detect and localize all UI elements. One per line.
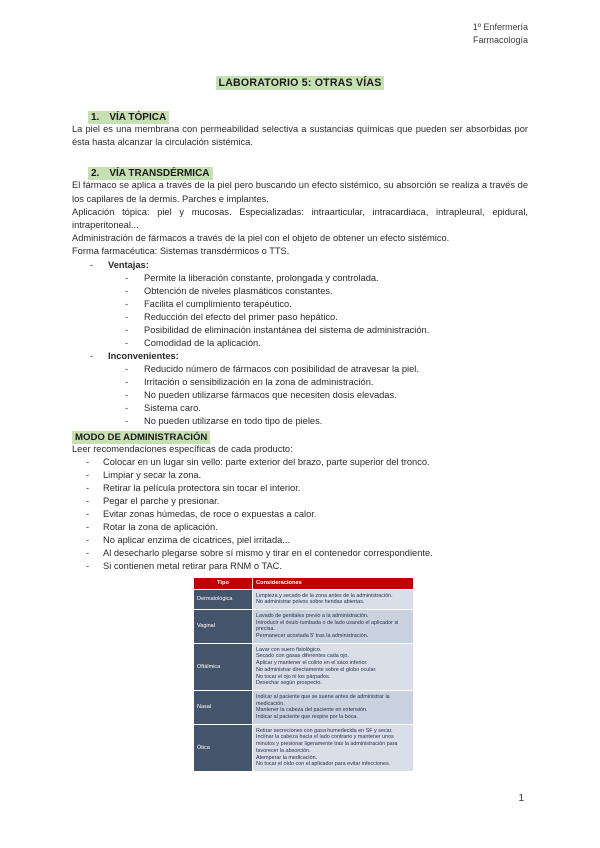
list-item xyxy=(72,389,528,402)
list-item-text: Retirar la película protectora sin tocar el interior. xyxy=(103,482,301,493)
list-item xyxy=(72,456,528,469)
paragraph-aplicacion-topica: Aplicación tópica: piel y mucosas. Especializadas: intraarticular, intracardiaca, intrapleural, epidural, intraperitoneal... xyxy=(72,206,528,231)
row-label: Nasal xyxy=(194,690,253,724)
list-item-text: Sistema caro. xyxy=(144,402,201,413)
list-item-text: Colocar en un lugar sin vello: parte exterior del brazo, parte superior del tronco. xyxy=(103,456,430,467)
bullet-dash: - xyxy=(86,547,90,558)
list-item xyxy=(72,547,528,560)
ventajas-label: Ventajas: xyxy=(108,259,149,270)
list-item xyxy=(72,402,528,415)
table-header-row xyxy=(194,577,414,589)
list-item xyxy=(72,285,528,298)
paragraph-modo-intro: Leer recomendaciones específicas de cada producto: xyxy=(72,443,293,454)
row-considerations xyxy=(253,643,414,690)
list-item xyxy=(72,376,528,389)
bullet-dash: - xyxy=(125,402,129,413)
table-cell-line: No tocar el oído con el aplicador para evitar infecciones. xyxy=(256,761,391,768)
bullet-dash: - xyxy=(125,285,129,296)
list-item-text: Posibilidad de eliminación instantánea del sistema de administración. xyxy=(144,324,430,335)
row-label: Vaginal xyxy=(194,609,253,643)
table-cell-line: Inclinar la cabeza hacia el lado contrario y mantener unos minutos y presionar ligeramente tras la administración para favorecer la absorción. xyxy=(256,734,398,754)
bullet-dash: - xyxy=(86,482,90,493)
table-cell-line: Limpieza y secado de la zona antes de la administración. xyxy=(256,592,393,599)
bullet-dash: - xyxy=(125,415,129,426)
paragraph-forma-farmaceutica: Forma farmacéutica: Sistemas transdérmicos o TTS. xyxy=(72,246,290,257)
bullet-dash: - xyxy=(86,534,90,545)
column-header-consideraciones: Consideraciones xyxy=(253,577,414,589)
table-row-vaginal xyxy=(194,609,414,643)
list-item-text: Al desecharlo plegarse sobre sí mismo y tirar en el contenedor correspondiente. xyxy=(103,547,433,558)
bullet-dash: - xyxy=(86,469,90,480)
list-item xyxy=(72,495,528,508)
section-title: VÍA TRANSDÉRMICA xyxy=(109,168,210,180)
table-cell-line: Retirar secreciones con gasa humedecida en SF y secar. xyxy=(256,727,393,734)
row-label: Oftálmica xyxy=(194,643,253,690)
row-considerations xyxy=(253,724,414,771)
ventajas-list xyxy=(72,272,528,350)
list-item xyxy=(72,482,528,495)
table-row-oftalmica xyxy=(194,643,414,690)
list-item xyxy=(72,469,528,482)
table-cell-line: No administrar polvos sobre heridas abiertas. xyxy=(256,599,365,606)
bullet-dash: - xyxy=(125,324,129,335)
section-number: 1. xyxy=(91,112,100,123)
inconvenientes-label: Inconvenientes: xyxy=(108,350,179,361)
bullet-dash: - xyxy=(86,521,90,532)
bullet-dash: - xyxy=(125,298,129,309)
section-heading-via-transdermica xyxy=(88,168,528,179)
table-cell-line: Indicar al paciente que se suene antes de administrar la medicación. xyxy=(256,693,390,707)
section-title: VÍA TÓPICA xyxy=(109,112,167,123)
list-item xyxy=(72,298,528,311)
list-item-text: Rotar la zona de aplicación. xyxy=(103,521,218,532)
table-cell-line: Introducir el óvulo tumbada o de lado usando el aplicador si precisa. xyxy=(256,619,399,633)
list-item xyxy=(72,508,528,521)
list-item-inconvenientes-label xyxy=(72,350,528,363)
bullet-dash: - xyxy=(86,560,90,571)
bullet-dash: - xyxy=(125,337,129,348)
column-header-tipo: Tipo xyxy=(194,577,253,589)
page-title: LABORATORIO 5: OTRAS VÍAS xyxy=(72,77,528,89)
bullet-dash: - xyxy=(86,495,90,506)
list-item-text: No pueden utilizarse en todo tipo de pieles. xyxy=(144,415,323,426)
list-item-text: Limpiar y secar la zona. xyxy=(103,469,202,480)
table-cell-line: Secado con gasas diferentes cada ojo. xyxy=(256,653,349,660)
list-item-ventajas-label xyxy=(72,259,528,272)
inconvenientes-list xyxy=(72,363,528,428)
course-header xyxy=(72,0,528,46)
table-cell-line: Desechar según prospecto. xyxy=(256,680,322,687)
table-cell-line: Permanecer acostada 5' tras la administración. xyxy=(256,633,369,640)
administration-routes-table xyxy=(193,577,414,772)
table-cell-line: Lavar con suero fisiológico. xyxy=(256,646,322,653)
list-item-text: No aplicar enzima de cicatrices, piel irritada... xyxy=(103,534,291,545)
subject-name: Farmacología xyxy=(472,34,528,45)
list-item-text: Pegar el parche y presionar. xyxy=(103,495,220,506)
bullet-dash: - xyxy=(125,389,129,400)
paragraph-administracion: Administración de fármacos a través de la piel con el objeto de obtener un efecto sistémico. xyxy=(72,233,450,244)
list-item xyxy=(72,534,528,547)
row-considerations xyxy=(253,589,414,609)
list-item-text: Irritación o sensibilización en la zona de administración. xyxy=(144,376,374,387)
list-item-text: Comodidad de la aplicación. xyxy=(144,337,261,348)
list-item xyxy=(72,272,528,285)
table-cell-line: Indicar al paciente que respire por la boca. xyxy=(256,714,358,721)
table-cell-line: Mantener la cabeza del paciente en extensión. xyxy=(256,707,368,714)
list-item-text: Si contienen metal retirar para RNM o TAC. xyxy=(103,560,282,571)
list-item xyxy=(72,337,528,350)
bullet-dash: - xyxy=(125,363,129,374)
table-cell-line: No administrar directamente sobre el globo ocular. xyxy=(256,666,377,673)
list-item-text: Reducido número de fármacos con posibilidad de atravesar la piel. xyxy=(144,363,419,374)
bullet-dash: - xyxy=(125,272,129,283)
row-label: Dermatológica xyxy=(194,589,253,609)
bullet-dash: - xyxy=(125,311,129,322)
bullet-dash: - xyxy=(125,376,129,387)
table-row-dermatologica xyxy=(194,589,414,609)
table-row-otica xyxy=(194,724,414,771)
bullet-dash: - xyxy=(90,259,94,270)
page-number: 1 xyxy=(518,793,524,804)
modo-list xyxy=(72,456,528,573)
bullet-dash: - xyxy=(86,456,90,467)
list-item-text: Obtención de niveles plasmáticos constantes. xyxy=(144,285,333,296)
table-row-nasal xyxy=(194,690,414,724)
table-cell-line: No tocar el ojo ni los párpados. xyxy=(256,673,331,680)
row-label: Ótica xyxy=(194,724,253,771)
list-item-text: Reducción del efecto del primer paso hepático. xyxy=(144,311,338,322)
list-item xyxy=(72,363,528,376)
bullet-dash: - xyxy=(90,350,94,361)
heading-modo-administracion: MODO DE ADMINISTRACIÓN xyxy=(72,432,528,443)
table-cell-line: Lavado de genitales previo a la administración. xyxy=(256,612,369,619)
list-item-text: Facilita el cumplimiento terapéutico. xyxy=(144,298,292,309)
list-item xyxy=(72,415,528,428)
row-considerations xyxy=(253,690,414,724)
course-name: 1º Enfermería xyxy=(472,22,528,32)
section-heading-via-topica xyxy=(88,112,528,123)
list-item-text: Permite la liberación constante, prolongada y controlada. xyxy=(144,272,379,283)
table-cell-line: Atemperar la medicación. xyxy=(256,754,318,761)
section-number: 2. xyxy=(91,168,100,180)
list-item xyxy=(72,324,528,337)
row-considerations xyxy=(253,609,414,643)
list-item-text: Evitar zonas húmedas, de roce o expuestas a calor. xyxy=(103,508,317,519)
table-cell-line: Aplicar y mantener el colirio en el saco inferior. xyxy=(256,660,368,667)
list-item xyxy=(72,560,528,573)
paragraph-transdermica-1: El fármaco se aplica a través de la piel pero buscando un efecto sistémico, su absorción se realiza a través de los capilares de la dermis. Parches e implantes. xyxy=(72,180,528,204)
list-item-text: No pueden utilizarse fármacos que necesiten dosis elevadas. xyxy=(144,389,397,400)
list-item xyxy=(72,311,528,324)
bullet-dash: - xyxy=(86,508,90,519)
list-item xyxy=(72,521,528,534)
paragraph-topica: La piel es una membrana con permeabilidad selectiva a sustancias químicas que pueden ser absorbidas por ésta hasta alcanzar la circulación sistémica. xyxy=(72,124,528,148)
